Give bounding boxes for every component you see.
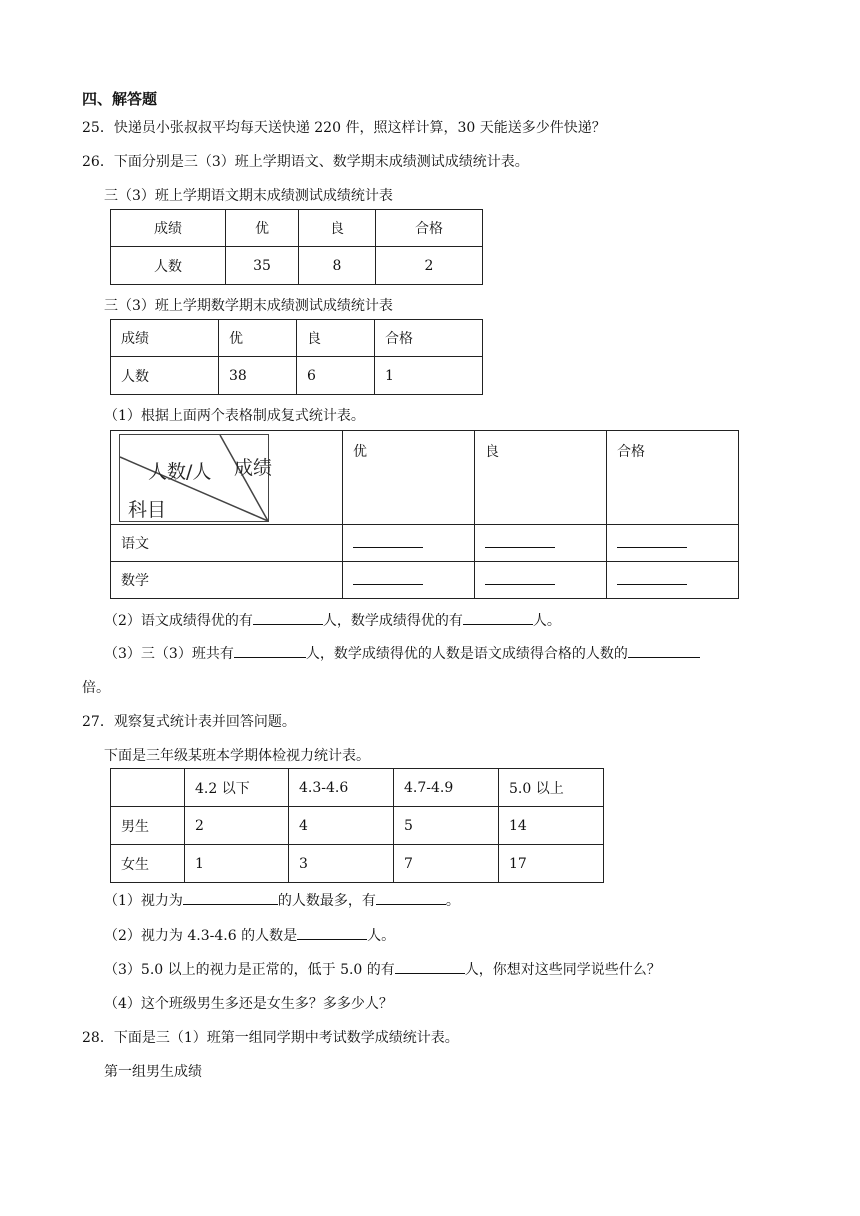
table-header-cell: 5.0 以上 bbox=[499, 769, 604, 807]
table-header-cell: 良 bbox=[475, 431, 607, 525]
diagonal-header-cell bbox=[111, 431, 343, 525]
answer-cell[interactable] bbox=[343, 562, 475, 599]
q26-part3-text: 人，数学成绩得优的人数是语文成绩得合格的人数的 bbox=[305, 646, 628, 662]
table-header-cell: 合格 bbox=[376, 210, 483, 247]
table-header-cell: 合格 bbox=[607, 431, 739, 525]
answer-blank[interactable] bbox=[353, 535, 423, 548]
q27-part3-text: （3）5.0 以上的视力是正常的，低于 5.0 的有 bbox=[104, 962, 395, 978]
table-row-label: 语文 bbox=[111, 525, 343, 562]
answer-blank[interactable] bbox=[485, 535, 555, 548]
q27-part3-text: 人，你想对这些同学说些什么？ bbox=[464, 962, 661, 978]
question-25 bbox=[82, 117, 606, 137]
question-text: 下面分别是三（3）班上学期语文、数学期末成绩测试成绩统计表。 bbox=[113, 154, 529, 170]
table-header-cell: 良 bbox=[297, 320, 375, 357]
table-header-cell: 良 bbox=[299, 210, 376, 247]
q26-part3-tail: 倍。 bbox=[82, 680, 110, 696]
answer-blank[interactable] bbox=[376, 890, 446, 905]
q26-part2-text: （2）语文成绩得优的有 bbox=[104, 613, 253, 629]
table-corner-cell bbox=[111, 769, 185, 807]
vision-table bbox=[110, 768, 604, 883]
question-number: 28． bbox=[82, 1030, 114, 1046]
math-table-caption: 三（3）班上学期数学期末成绩测试成绩统计表 bbox=[104, 298, 393, 314]
table-row-label: 数学 bbox=[111, 562, 343, 599]
vision-table-caption: 下面是三年级某班本学期体检视力统计表。 bbox=[104, 748, 370, 764]
q26-part2-text: 人。 bbox=[532, 613, 561, 629]
q26-part2 bbox=[104, 610, 561, 630]
answer-blank[interactable] bbox=[183, 890, 278, 905]
q27-part1-text: 的人数最多，有 bbox=[277, 893, 376, 909]
table-cell: 5 bbox=[394, 807, 499, 845]
question-26 bbox=[82, 151, 529, 171]
q27-part2-text: （2）视力为 4.3-4.6 的人数是 bbox=[104, 928, 298, 944]
diag-label-count: 人数/人 bbox=[148, 461, 212, 483]
answer-blank[interactable] bbox=[395, 959, 465, 974]
q27-part2-text: 人。 bbox=[367, 928, 396, 944]
table-cell: 17 bbox=[499, 845, 604, 883]
q27-part3 bbox=[104, 959, 661, 979]
question-text: 下面是三（1）班第一组同学期中考试数学成绩统计表。 bbox=[113, 1030, 459, 1046]
table-cell: 1 bbox=[185, 845, 289, 883]
answer-blank[interactable] bbox=[617, 535, 687, 548]
diagonal-header bbox=[119, 434, 273, 522]
question-28 bbox=[82, 1027, 459, 1047]
table-cell: 6 bbox=[297, 357, 375, 395]
answer-cell[interactable] bbox=[475, 525, 607, 562]
chinese-score-table bbox=[110, 209, 483, 285]
chinese-table-caption: 三（3）班上学期语文期末成绩测试成绩统计表 bbox=[104, 188, 393, 204]
answer-blank[interactable] bbox=[297, 925, 367, 940]
q26-part3 bbox=[104, 643, 700, 663]
diag-label-score: 成绩 bbox=[234, 457, 273, 479]
answer-cell[interactable] bbox=[607, 562, 739, 599]
table-cell: 14 bbox=[499, 807, 604, 845]
q27-part2 bbox=[104, 925, 395, 945]
answer-cell[interactable] bbox=[607, 525, 739, 562]
compound-table bbox=[110, 430, 739, 599]
table-header-cell: 4.7-4.9 bbox=[394, 769, 499, 807]
answer-blank[interactable] bbox=[234, 643, 306, 658]
math-score-table bbox=[110, 319, 483, 395]
table-header-cell: 成绩 bbox=[111, 210, 226, 247]
table-header-cell: 4.3-4.6 bbox=[289, 769, 394, 807]
q27-part1-text: 。 bbox=[445, 893, 460, 909]
q27-part4: （4）这个班级男生多还是女生多？多多少人？ bbox=[104, 996, 393, 1012]
q26-part3-text: （3）三（3）班共有 bbox=[104, 646, 234, 662]
table-header-cell: 优 bbox=[343, 431, 475, 525]
q28-subtitle: 第一组男生成绩 bbox=[104, 1064, 202, 1080]
table-cell: 4 bbox=[289, 807, 394, 845]
answer-blank[interactable] bbox=[628, 643, 700, 658]
table-cell: 35 bbox=[226, 247, 299, 285]
table-cell: 8 bbox=[299, 247, 376, 285]
question-27 bbox=[82, 711, 296, 731]
table-cell: 2 bbox=[185, 807, 289, 845]
section-title: 四、解答题 bbox=[82, 90, 158, 108]
answer-blank[interactable] bbox=[485, 572, 555, 585]
table-header-cell: 优 bbox=[226, 210, 299, 247]
table-row-label: 男生 bbox=[111, 807, 185, 845]
question-number: 25． bbox=[82, 120, 114, 136]
answer-blank[interactable] bbox=[353, 572, 423, 585]
table-row-label: 人数 bbox=[111, 357, 219, 395]
table-cell: 3 bbox=[289, 845, 394, 883]
table-cell: 2 bbox=[376, 247, 483, 285]
table-cell: 38 bbox=[219, 357, 297, 395]
table-row-label: 女生 bbox=[111, 845, 185, 883]
q27-part1-text: （1）视力为 bbox=[104, 893, 183, 909]
q26-part1: （1）根据上面两个表格制成复式统计表。 bbox=[104, 408, 365, 424]
answer-cell[interactable] bbox=[343, 525, 475, 562]
question-text: 观察复式统计表并回答问题。 bbox=[113, 714, 296, 730]
table-header-cell: 合格 bbox=[375, 320, 483, 357]
question-text: 快递员小张叔叔平均每天送快递 220 件，照这样计算，30 天能送多少件快递？ bbox=[113, 120, 606, 136]
table-row-label: 人数 bbox=[111, 247, 226, 285]
q26-part2-text: 人，数学成绩得优的有 bbox=[322, 613, 463, 629]
table-header-cell: 优 bbox=[219, 320, 297, 357]
table-cell: 1 bbox=[375, 357, 483, 395]
question-number: 26． bbox=[82, 154, 114, 170]
answer-blank[interactable] bbox=[617, 572, 687, 585]
answer-blank[interactable] bbox=[463, 610, 533, 625]
q27-part1 bbox=[104, 890, 460, 910]
table-header-cell: 成绩 bbox=[111, 320, 219, 357]
answer-cell[interactable] bbox=[475, 562, 607, 599]
diag-label-subject: 科目 bbox=[128, 499, 167, 521]
table-cell: 7 bbox=[394, 845, 499, 883]
table-header-cell: 4.2 以下 bbox=[185, 769, 289, 807]
question-number: 27． bbox=[82, 714, 114, 730]
answer-blank[interactable] bbox=[253, 610, 323, 625]
